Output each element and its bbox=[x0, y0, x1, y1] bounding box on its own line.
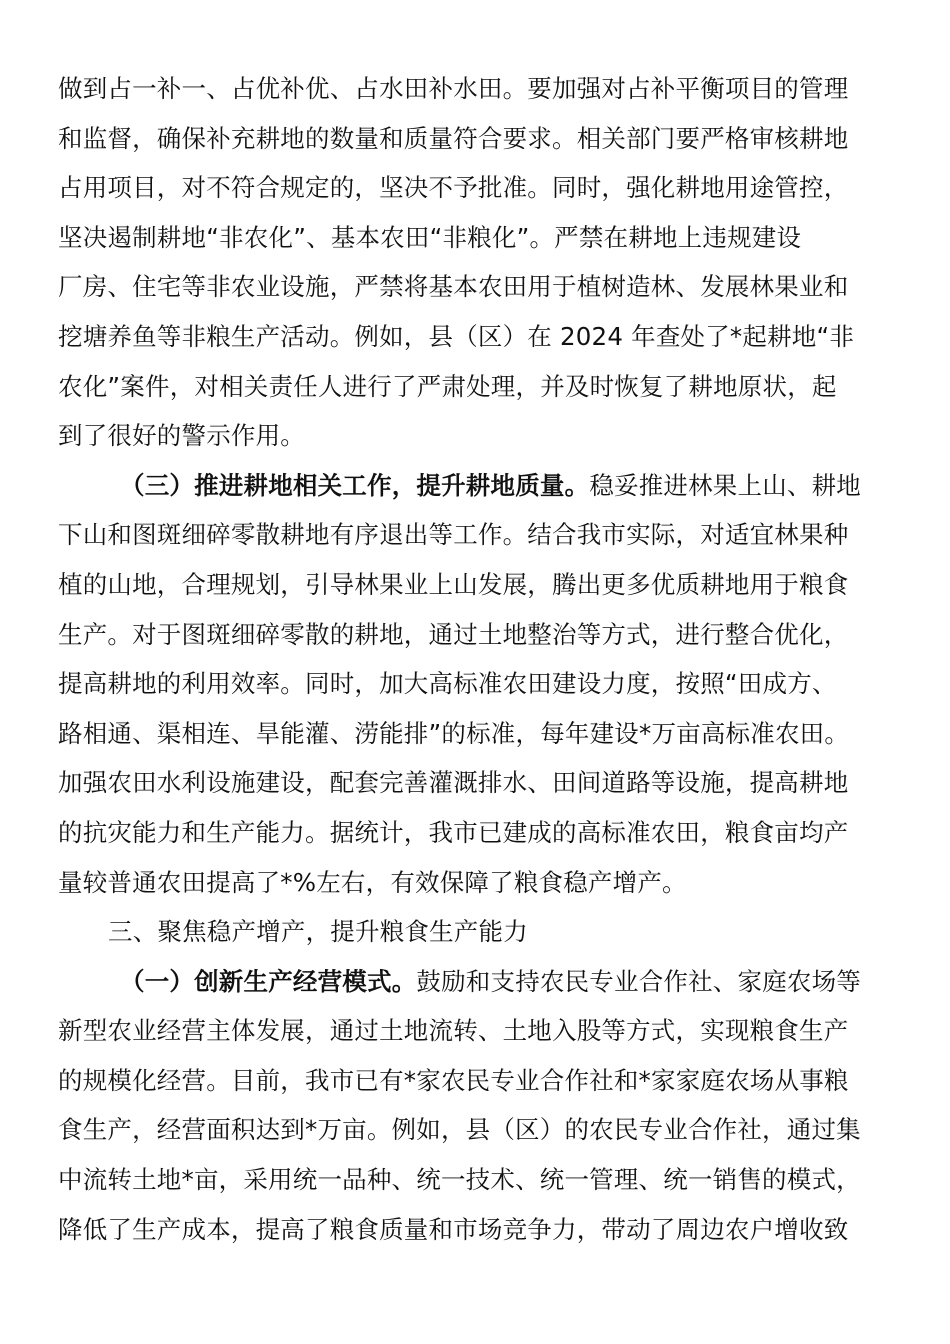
text-line: 挖塘养鱼等非粮生产活动。例如，县（区）在 2024 年查处了*起耕地“非 bbox=[58, 321, 855, 351]
text-line: 下山和图斑细碎零散耕地有序退出等工作。结合我市实际，对适宜林果种 bbox=[58, 520, 849, 550]
text-line: 生产。对于图斑细碎零散的耕地，通过土地整治等方式，进行整合优化， bbox=[58, 619, 849, 649]
document-body bbox=[58, 64, 888, 1254]
text-line: 和监督，确保补充耕地的数量和质量符合要求。相关部门要严格审核耕地 bbox=[58, 123, 849, 153]
section-heading: 三、聚焦稳产增产，提升粮食生产能力 bbox=[108, 917, 528, 947]
text-line: 中流转土地*亩，采用统一品种、统一技术、统一管理、统一销售的模式， bbox=[58, 1165, 861, 1195]
text-run: 稳妥推进林果上山、耕地 bbox=[589, 470, 862, 500]
text-line: 厂房、住宅等非农业设施，严禁将基本农田用于植树造林、发展林果业和 bbox=[58, 272, 849, 302]
subsection-heading: （一）创新生产经营模式。 bbox=[120, 966, 417, 996]
text-line-first bbox=[58, 957, 888, 1007]
text-line: 提高耕地的利用效率。同时，加大高标准农田建设力度，按照“田成方、 bbox=[58, 669, 837, 699]
text-line: 食生产，经营面积达到*万亩。例如，县（区）的农民专业合作社，通过集 bbox=[58, 1115, 861, 1145]
paragraph-farmland-quality bbox=[58, 461, 888, 907]
text-line: 做到占一补一、占优补优、占水田补水田。要加强对占补平衡项目的管理 bbox=[58, 74, 849, 103]
text-line-first bbox=[58, 461, 888, 511]
text-line: 占用项目，对不符合规定的，坚决不予批准。同时，强化耕地用途管控， bbox=[58, 173, 849, 203]
paragraph-production-model bbox=[58, 957, 888, 1255]
text-line: 降低了生产成本，提高了粮食质量和市场竞争力，带动了周边农户增收致 bbox=[58, 1214, 849, 1244]
text-line: 新型农业经营主体发展，通过土地流转、土地入股等方式，实现粮食生产 bbox=[58, 1016, 849, 1046]
text-line: 加强农田水利设施建设，配套完善灌溉排水、田间道路等设施，提高耕地 bbox=[58, 768, 849, 798]
text-line: 农化”案件，对相关责任人进行了严肃处理，并及时恢复了耕地原状，起 bbox=[58, 371, 837, 401]
text-run: 鼓励和支持农民专业合作社、家庭农场等 bbox=[416, 966, 862, 996]
paragraph-farmland-protection bbox=[58, 64, 888, 461]
text-line: 量较普通农田提高了*%左右，有效保障了粮食稳产增产。 bbox=[58, 867, 687, 897]
text-line: 的规模化经营。目前，我市已有*家农民专业合作社和*家家庭农场从事粮 bbox=[58, 1065, 849, 1095]
text-line: 坚决遏制耕地“非农化”、基本农田“非粮化”。严禁在耕地上违规建设 bbox=[58, 222, 802, 252]
text-line: 植的山地，合理规划，引导林果业上山发展，腾出更多优质耕地用于粮食 bbox=[58, 569, 849, 599]
text-line: 的抗灾能力和生产能力。据统计，我市已建成的高标准农田，粮食亩均产 bbox=[58, 817, 849, 847]
subsection-heading: （三）推进耕地相关工作，提升耕地质量。 bbox=[120, 470, 590, 500]
text-line: 路相通、渠相连、旱能灌、涝能排”的标准，每年建设*万亩高标准农田。 bbox=[58, 718, 850, 748]
text-line: 到了很好的警示作用。 bbox=[58, 421, 305, 451]
